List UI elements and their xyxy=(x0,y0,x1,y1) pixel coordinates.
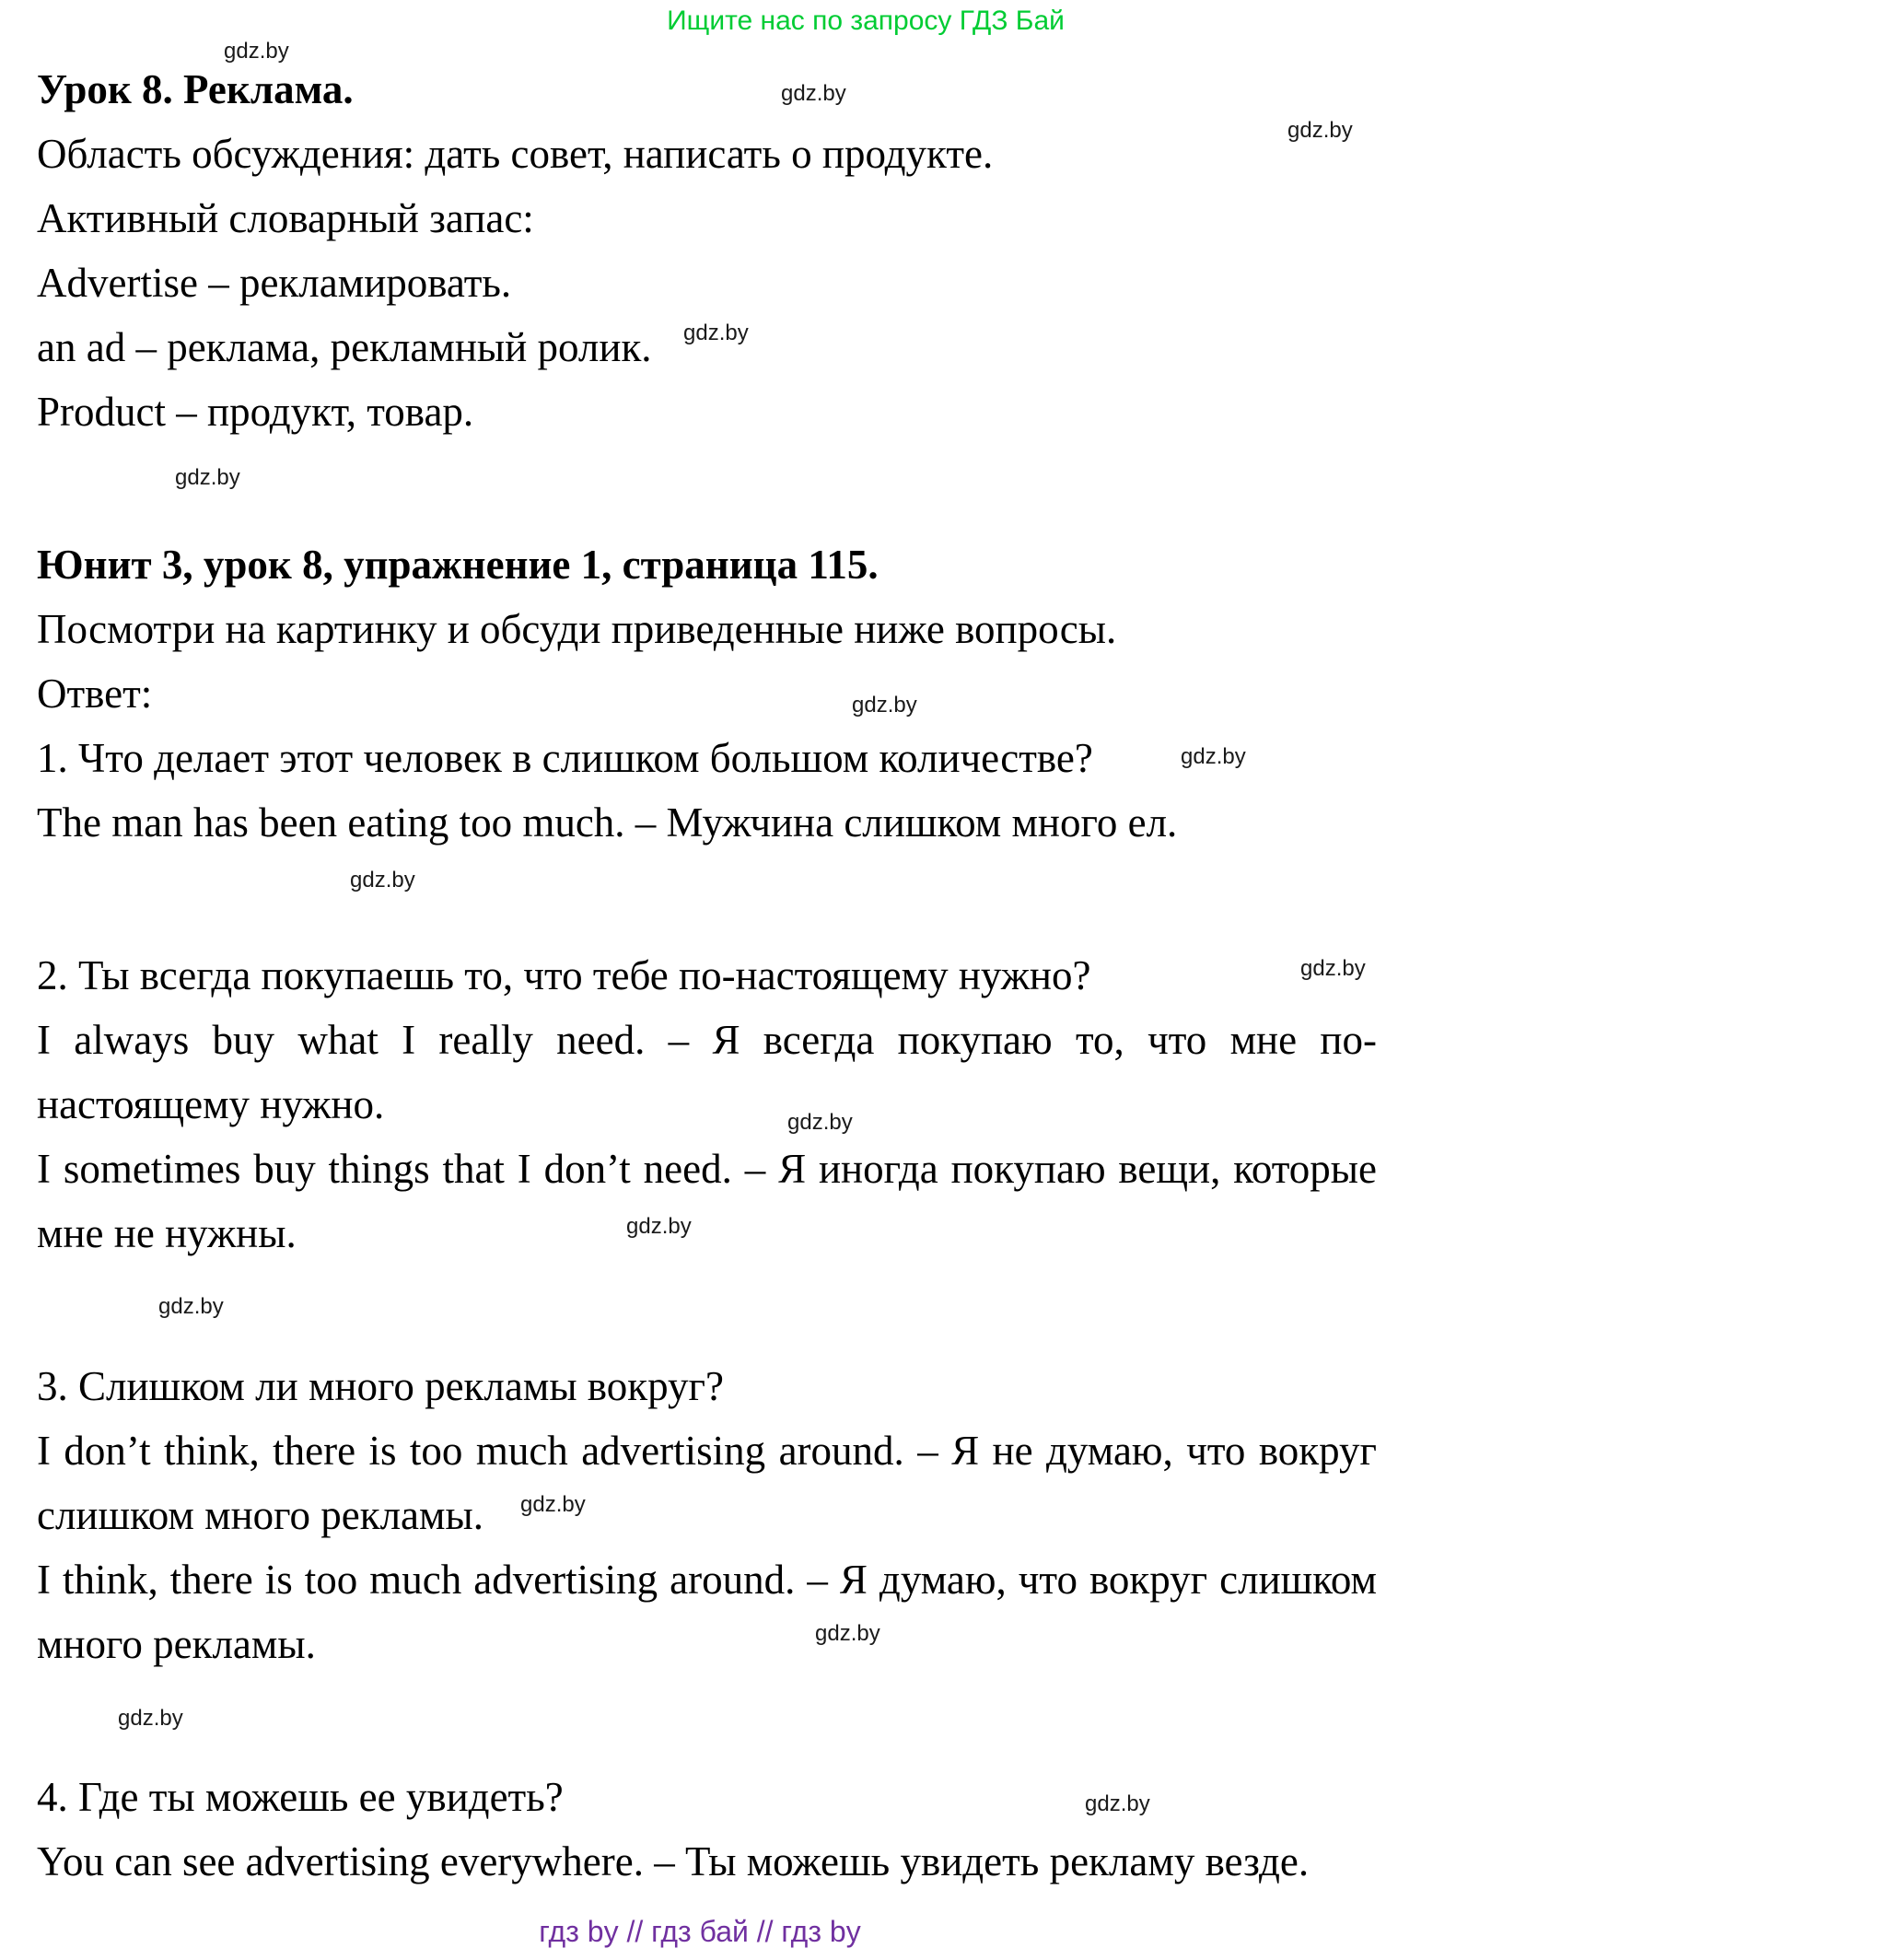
qa-block xyxy=(37,1765,1377,1894)
lesson-line: Область обсуждения: дать совет, написать о продукте. xyxy=(37,131,994,177)
watermark: gdz.by xyxy=(175,465,240,490)
lesson-line: Product – продукт, товар. xyxy=(37,389,474,435)
qa-block xyxy=(37,943,1377,1266)
qa-list xyxy=(37,726,1377,1894)
watermark: gdz.by xyxy=(626,1214,692,1239)
exercise-section xyxy=(37,532,1377,1894)
document-content xyxy=(37,57,1377,1894)
answer-line: The man has been eating too much. – Мужчина слишком много ел. xyxy=(37,799,1178,846)
question-line: 4. Где ты можешь ее увидеть? xyxy=(37,1774,564,1820)
qa-block xyxy=(37,726,1377,855)
lesson-section xyxy=(37,57,1377,444)
qa-block xyxy=(37,1354,1377,1676)
promo-header: Ищите нас по запросу ГДЗ Бай xyxy=(667,6,1065,36)
answer-line: I don’t think, there is too much advertising around. – Я не думаю, что вокруг слишком много рекламы. xyxy=(37,1428,1377,1538)
watermark: gdz.by xyxy=(787,1110,853,1135)
lesson-line: Advertise – рекламировать. xyxy=(37,260,512,306)
watermark: gdz.by xyxy=(224,39,289,64)
answer-label: Ответ: xyxy=(37,671,153,717)
footer-links: гдз by // гдз бай // гдз by xyxy=(539,1915,861,1948)
watermark: gdz.by xyxy=(520,1492,586,1517)
lesson-title: Урок 8. Реклама. xyxy=(37,66,354,112)
watermark: gdz.by xyxy=(1085,1791,1150,1816)
answer-line: I always buy what I really need. – Я всегда покупаю то, что мне по-настоящему нужно. xyxy=(37,1017,1377,1127)
watermark: gdz.by xyxy=(852,693,917,718)
watermark: gdz.by xyxy=(350,868,415,892)
question-line: 1. Что делает этот человек в слишком большом количестве? xyxy=(37,735,1093,781)
watermark: gdz.by xyxy=(1287,118,1353,143)
watermark: gdz.by xyxy=(781,81,846,106)
exercise-title: Юнит 3, урок 8, упражнение 1, страница 115. xyxy=(37,542,879,588)
lesson-line: an ad – реклама, рекламный ролик. xyxy=(37,324,652,370)
task-line: Посмотри на картинку и обсуди приведенные ниже вопросы. xyxy=(37,606,1117,652)
answer-line: I think, there is too much advertising around. – Я думаю, что вокруг слишком много рекламы. xyxy=(37,1557,1377,1667)
lesson-line: Активный словарный запас: xyxy=(37,195,534,241)
question-line: 2. Ты всегда покупаешь то, что тебе по-настоящему нужно? xyxy=(37,952,1091,998)
watermark: gdz.by xyxy=(1300,956,1366,981)
watermark: gdz.by xyxy=(683,321,749,345)
answer-line: I sometimes buy things that I don’t need. – Я иногда покупаю вещи, которые мне не нужны. xyxy=(37,1146,1377,1256)
question-line: 3. Слишком ли много рекламы вокруг? xyxy=(37,1363,724,1409)
watermark: gdz.by xyxy=(1181,744,1246,769)
watermark: gdz.by xyxy=(815,1621,880,1646)
watermark: gdz.by xyxy=(118,1706,183,1731)
watermark: gdz.by xyxy=(158,1294,224,1319)
answer-line: You can see advertising everywhere. – Ты можешь увидеть рекламу везде. xyxy=(37,1838,1310,1884)
